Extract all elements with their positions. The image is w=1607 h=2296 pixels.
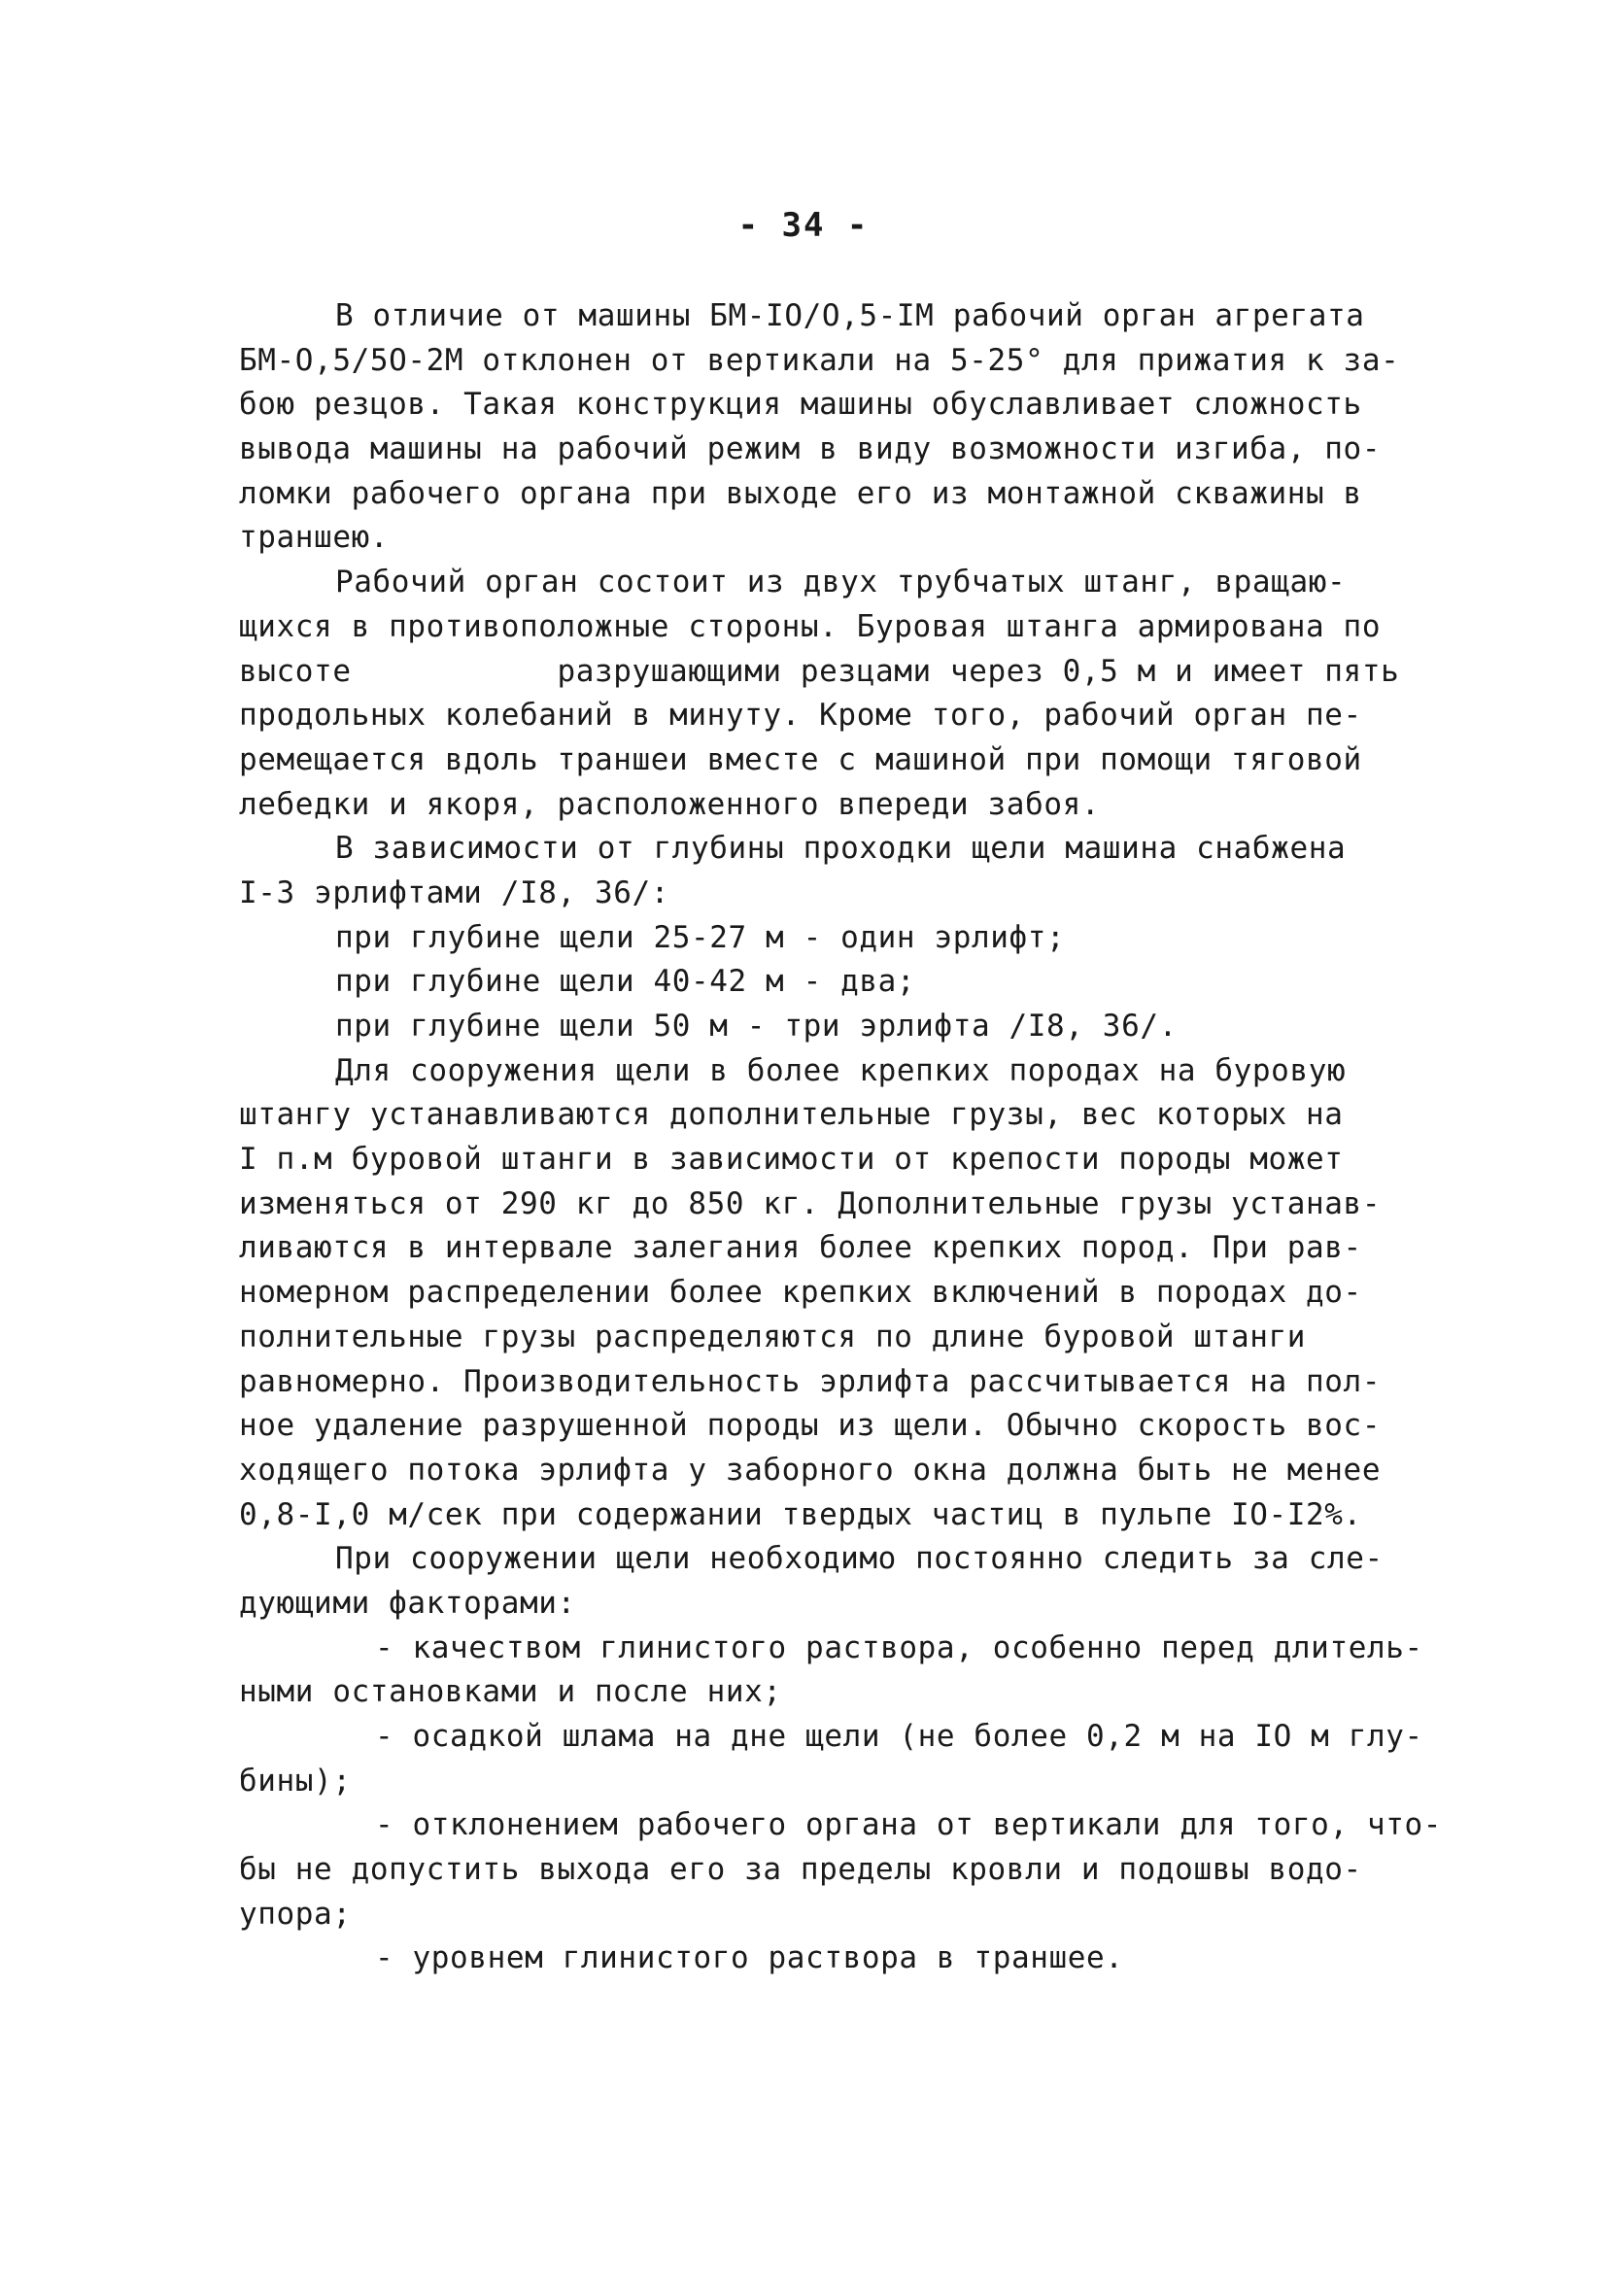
text-line: - отклонением рабочего органа от вертикали для того, что- [375,1807,1443,1843]
text-line: щихся в противоположные стороны. Буровая штанга армирована по [239,608,1382,644]
text-line: I п.м буровой штанги в зависимости от крепости породы может [239,1142,1344,1178]
text-line: Для сооружения щели в более крепких породах на буровую [335,1052,1347,1088]
text-line: номерном распределении более крепких включений в породах до- [239,1275,1362,1311]
text-line: ными остановками и после них; [239,1674,782,1710]
text-line: бою резцов. Такая конструкция машины обуславливает сложность [239,387,1362,423]
text-line: полнительные грузы распределяются по длине буровой штанги [239,1319,1307,1354]
text-line: ливаются в интервале залегания более крепких пород. При рав- [239,1230,1362,1266]
text-line: - осадкой шлама на дне щели (не более 0,2 м на IO м глу- [375,1719,1423,1754]
text-line: В отличие от машины БМ-IO/O,5-IM рабочий орган агрегата [335,298,1365,333]
text-line: БМ-O,5/5O-2M отклонен от вертикали на 5-25° для прижатия к за- [239,342,1400,378]
body-text [239,294,1443,1981]
text-line: дующими факторами: [239,1585,576,1621]
text-line: траншею. [239,520,390,556]
text-line: 0,8-I,0 м/сек при содержании твердых частиц в пульпе IO-I2%. [239,1496,1362,1532]
text-line: При сооружении щели необходимо постоянно следить за сле- [335,1541,1384,1577]
text-line: штангу устанавливаются дополнительные грузы, вес которых на [239,1097,1344,1133]
text-line: упора; [239,1896,352,1932]
text-line: ломки рабочего органа при выходе его из монтажной скважины в [239,475,1362,511]
text-line: равномерно. Производительность эрлифта рассчитывается на пол- [239,1363,1382,1399]
text-line: - качеством глинистого раствора, особенно перед длитель- [375,1629,1423,1665]
text-line: В зависимости от глубины проходки щели машина снабжена [335,831,1347,867]
text-line: вывода машины на рабочий режим в виду возможности изгиба, по- [239,431,1382,467]
text-line: - уровнем глинистого раствора в траншее. [375,1940,1124,1976]
text-line: ное удаление разрушенной породы из щели. Обычно скорость вос- [239,1408,1382,1444]
text-line: изменяться от 290 кг до 850 кг. Дополнительные грузы устанав- [239,1185,1382,1221]
text-line: при глубине щели 50 м - три эрлифта /I8, 36/. [335,1009,1178,1044]
text-line: ремещается вдоль траншеи вместе с машиной при помощи тяговой [239,741,1362,777]
text-line: при глубине щели 40-42 м - два; [335,964,916,1000]
text-line: при глубине щели 25-27 м - один эрлифт; [335,919,1066,955]
text-line: лебедки и якоря, расположенного впереди забоя. [239,786,1101,822]
text-line: I-3 эрлифтами /I8, 36/: [239,874,670,910]
text-line: ходящего потока эрлифта у заборного окна должна быть не менее [239,1452,1382,1488]
text-line: бины); [239,1763,352,1799]
text-line: продольных колебаний в минуту. Кроме того, рабочий орган пе- [239,698,1362,734]
page-number: - 34 - [737,206,870,245]
text-line: Рабочий орган состоит из двух трубчатых штанг, вращаю- [335,565,1347,600]
text-line: бы не допустить выхода его за пределы кровли и подошвы водо- [239,1852,1362,1888]
text-line: высоте разрушающими резцами через 0,5 м и имеет пять [239,653,1400,689]
